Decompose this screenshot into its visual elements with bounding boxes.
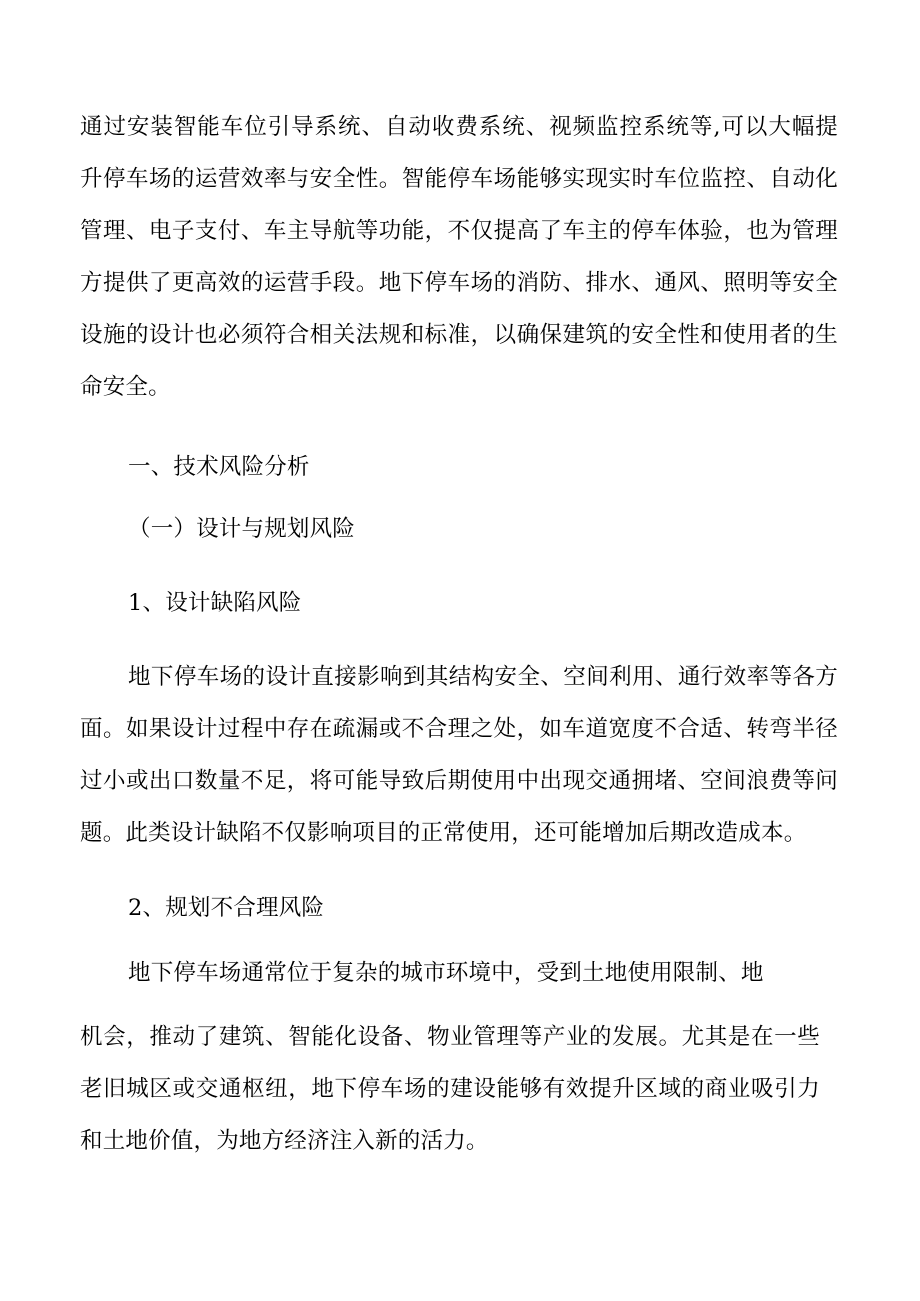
paragraph-line: 设施的设计也必须符合相关法规和标准，以确保建筑的安全性和使用者的生	[80, 322, 838, 348]
item-heading: 2、规划不合理风险	[128, 895, 325, 921]
paragraph-line: 老旧城区或交通枢纽，地下停车场的建设能够有效提升区域的商业吸引力	[80, 1076, 820, 1102]
paragraph-line: 方提供了更高效的运营手段。地下停车场的消防、排水、通风、照明等安全	[80, 270, 838, 296]
section-heading: 一、技术风险分析	[128, 454, 310, 480]
paragraph-line: 和土地价值，为地方经济注入新的活力。	[80, 1128, 489, 1154]
paragraph-line: 管理、电子支付、车主导航等功能，不仅提高了车主的停车体验，也为管理	[80, 218, 838, 244]
paragraph-line: 面。如果设计过程中存在疏漏或不合理之处，如车道宽度不合适、转弯半径	[80, 716, 838, 742]
paragraph-line: 地下停车场的设计直接影响到其结构安全、空间利用、通行效率等各方	[128, 664, 838, 690]
paragraph-line: 过小或出口数量不足，将可能导致后期使用中出现交通拥堵、空间浪费等问	[80, 768, 838, 794]
paragraph-line: 机会，推动了建筑、智能化设备、物业管理等产业的发展。尤其是在一些	[80, 1024, 820, 1050]
paragraph-line: 升停车场的运营效率与安全性。智能停车场能够实现实时车位监控、自动化	[80, 166, 838, 192]
paragraph-line: 地下停车场通常位于复杂的城市环境中，受到土地使用限制、地	[128, 960, 764, 986]
paragraph-line: 通过安装智能车位引导系统、自动收费系统、视频监控系统等,可以大幅提	[80, 114, 838, 140]
paragraph-line: 题。此类设计缺陷不仅影响项目的正常使用，还可能增加后期改造成本。	[80, 820, 807, 846]
subsection-heading: （一）设计与规划风险	[128, 516, 356, 542]
paragraph-line: 命安全。	[80, 374, 171, 400]
item-heading: 1、设计缺陷风险	[128, 590, 302, 616]
